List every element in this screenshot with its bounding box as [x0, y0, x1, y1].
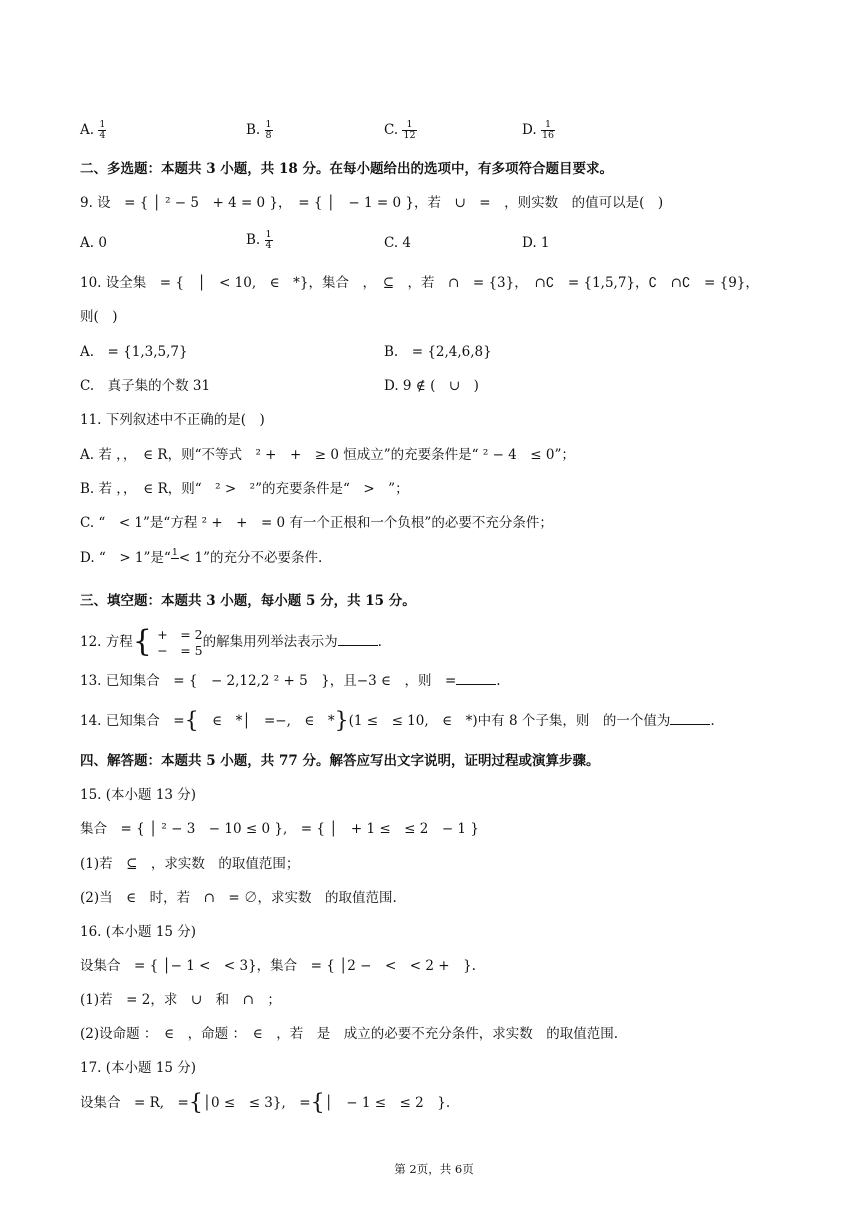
section-heading-multiple-choice: 二、多选题：本题共 3 小题，共 18 分。在每小题给出的选项中，有多项符合题目要求。	[80, 161, 613, 177]
q11-option-b: B. 若 ，， ∈ R，则“ ² > ²”的充要条件是“ > ”；	[80, 481, 409, 497]
answer-blank	[456, 672, 496, 685]
question-9-stem: 9. 设 = { │ ² − 5 + 4 = 0 }， = { │ − 1 = 0 }，若 ∪ = ，则实数 的值可以是( )	[80, 195, 664, 211]
q10-option-b: B. = {2,4,6,8}	[384, 344, 492, 360]
fraction: $\frac{1}{4}$	[99, 119, 106, 141]
question-11-stem: 11. 下列叙述中不正确的是( )	[80, 412, 265, 428]
question-16-stem: 设集合 = { │− 1 < < 3}，集合 = { │2 − < < 2 + }.	[80, 958, 476, 974]
q9-option-b: B. $\frac{1}{4}$	[246, 229, 272, 251]
question-17-head: 17. (本小题 15 分)	[80, 1060, 197, 1076]
q8-option-c: C. $\frac{1}{12}$	[384, 119, 416, 141]
answer-blank	[670, 712, 710, 725]
question-13: 13. 已知集合 = { − 2,12,2 ² + 5 }，且−3 ∈ ，则 = .	[80, 673, 501, 689]
answer-blank	[338, 633, 378, 646]
section-heading-answers: 四、解答题：本题共 5 小题，共 77 分。解答应写出文字说明，证明过程或演算步骤。	[80, 753, 600, 769]
fraction: 1	[171, 547, 178, 558]
question-15-head: 15. (本小题 13 分)	[80, 787, 197, 803]
q9-option-d: D. 1	[522, 235, 550, 251]
q9-option-c: C. 4	[384, 235, 412, 251]
q8-option-d: D. $\frac{1}{16}$	[522, 119, 555, 141]
question-16-part-1: (1)若 = 2，求 ∪ 和 ∩ ；	[80, 992, 281, 1008]
question-12: 12. 方程 { + = 2 − = 5 的解集用列举法表示为 .	[80, 623, 382, 659]
section-heading-fill-in: 三、填空题：本题共 3 小题，每小题 5 分，共 15 分。	[80, 593, 416, 609]
fraction: $\frac{1}{12}$	[403, 119, 416, 141]
question-10-stem-line1: 10. 设全集 = { │ < 10, ∈ *}，集合 ， ⊆ ，若 ∩ = {3}， ∩∁ = {1,5,7}，∁ ∩∁ = {9}，	[80, 275, 759, 291]
fraction: $\frac{1}{16}$	[541, 119, 555, 141]
equation-system: { + = 2 − = 5	[132, 623, 203, 659]
q8-option-a: A. $\frac{1}{4}$	[80, 119, 106, 141]
q8-option-b: B. $\frac{1}{8}$	[246, 119, 272, 141]
q11-option-c: C. “ < 1”是“方程 ² + + = 0 有一个正根和一个负根”的必要不充分条件；	[80, 515, 553, 531]
question-15-stem: 集合 = { │ ² − 3 − 10 ≤ 0 }, = { │ + 1 ≤ ≤ 2 − 1 }	[80, 821, 479, 837]
question-15-part-2: (2)当 ∈ 时，若 ∩ = ∅，求实数 的取值范围.	[80, 890, 397, 906]
q10-option-d: D. 9 ∉ ( ∪ )	[384, 378, 479, 394]
question-17-stem: 设集合 = R, ={│0 ≤ ≤ 3}, ={│ − 1 ≤ ≤ 2 }.	[80, 1090, 451, 1116]
question-16-part-2: (2)设命题 ： ∈ ，命题 ： ∈ ，若 是 成立的必要不充分条件，求实数 的取值范围.	[80, 1026, 618, 1042]
q10-option-c: C. 真子集的个数 31	[80, 378, 211, 394]
q11-option-a: A. 若 ，， ∈ R，则“不等式 ² + + ≥ 0 恒成立”的充要条件是“ ² − 4 ≤ 0”；	[80, 447, 575, 463]
question-15-part-1: (1)若 ⊆ ，求实数 的取值范围；	[80, 856, 300, 872]
fraction: $\frac{1}{4}$	[265, 229, 272, 251]
question-14: 14. 已知集合 ={ ∈ *│ =−, ∈ *}(1 ≤ ≤ 10, ∈ *)中有 8 个子集，则 的一个值为 .	[80, 708, 715, 734]
page-footer: 第 2页，共 6页	[394, 1162, 474, 1176]
q10-option-a: A. = {1,3,5,7}	[80, 344, 188, 360]
question-16-head: 16. (本小题 15 分)	[80, 924, 197, 940]
q11-option-d: D. “ > 1”是“ 1 < 1”的充分不必要条件.	[80, 548, 322, 569]
q9-option-a: A. 0	[80, 235, 107, 251]
fraction: $\frac{1}{8}$	[265, 119, 272, 141]
question-10-stem-line2: 则( )	[80, 309, 118, 325]
